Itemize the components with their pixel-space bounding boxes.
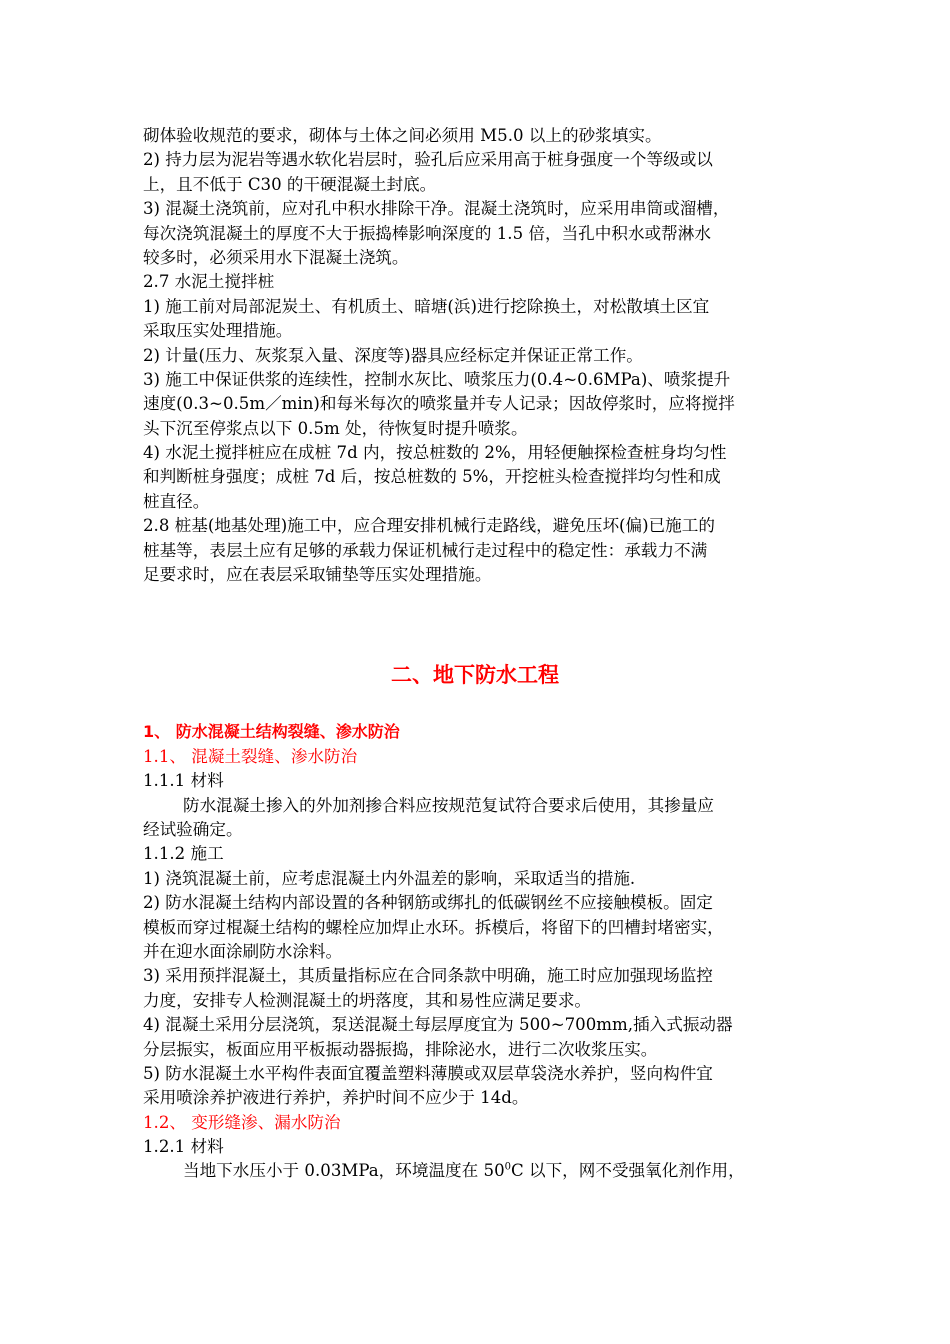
- text-line: 桩基等，表层土应有足够的承载力保证机械行走过程中的稳定性：承载力不满: [143, 540, 708, 560]
- text-line: 采用喷涂养护液进行养护，养护时间不应少于 14d。: [143, 1088, 529, 1108]
- subsection-heading: 2.7 水泥土搅拌桩: [143, 272, 275, 292]
- text-line: 采取压实处理措施。: [143, 321, 293, 341]
- text-line: 砌体验收规范的要求，砌体与土体之间必须用 M5.0 以上的砂浆填实。: [143, 126, 662, 145]
- text-line: 上，且不低于 C30 的干硬混凝土封底。: [143, 174, 437, 194]
- text-line: 1) 施工前对局部泥炭土、有机质土、暗塘(浜)进行挖除换土，对松散填土区宜: [143, 296, 710, 316]
- text-line: 并在迎水面涂刷防水涂料。: [143, 941, 343, 961]
- section-heading: 1、 防水混凝土结构裂缝、渗水防治: [143, 722, 400, 742]
- text-line: 1) 浇筑混凝土前，应考虑混凝土内外温差的影响，采取适当的措施.: [143, 868, 636, 888]
- text-line: 3) 混凝土浇筑前，应对孔中积水排除干净。混凝土浇筑时，应采用串筒或溜槽，: [143, 199, 730, 219]
- text-line: 2) 防水混凝土结构内部设置的各种钢筋或绑扎的低碳钢丝不应接触模板。固定: [143, 893, 713, 913]
- text-line: 防水混凝土掺入的外加剂掺合料应按规范复试符合要求后使用，其掺量应: [183, 795, 714, 815]
- text-line: 2) 计量(压力、灰浆泵入量、深度等)器具应经标定并保证正常工作。: [143, 345, 643, 365]
- subsubsection-heading: 1.1.2 施工: [143, 844, 224, 864]
- subsubsection-heading: 1.2.1 材料: [143, 1137, 224, 1157]
- text-line: 头下沉至停浆点以下 0.5m 处，待恢复时提升喷浆。: [143, 418, 528, 438]
- subsubsection-heading: 1.1.1 材料: [143, 771, 224, 791]
- chapter-title: 二、地下防水工程: [391, 663, 559, 688]
- spacer: [143, 587, 807, 660]
- text-line: 和判断桩身强度；成桩 7d 后，按总桩数的 5%，开挖桩头检查搅拌均匀性和成: [143, 467, 721, 487]
- text-line: 每次浇筑混凝土的厚度不大于振捣棒影响深度的 1.5 倍，当孔中积水或帮淋水: [143, 223, 711, 243]
- text-line: 较多时，必须采用水下混凝土浇筑。: [143, 247, 409, 267]
- text-line: [143, 1159, 807, 1183]
- text-line: 5) 防水混凝土水平构件表面宜覆盖塑料薄膜或双层草袋浇水养护，竖向构件宜: [143, 1063, 713, 1083]
- document-page: [143, 124, 807, 1184]
- text-line: 2) 持力层为泥岩等遇水软化岩层时，验孔后应采用高于桩身强度一个等级或以: [143, 150, 713, 170]
- text-line: 2.8 桩基(地基处理)施工中，应合理安排机械行走路线，避免压坏(偏)已施工的: [143, 516, 715, 536]
- text-line: 模板而穿过棍凝土结构的螺栓应加焊止水环。拆模后，将留下的凹槽封堵密实，: [143, 917, 724, 937]
- text-line: 速度(0.3~0.5m／min)和每米每次的喷浆量并专人记录；因故停浆时，应将搅拌: [143, 394, 735, 414]
- text-line: 力度，安排专人检测混凝土的坍落度，其和易性应满足要求。: [143, 990, 592, 1010]
- text-line: 3) 施工中保证供浆的连续性，控制水灰比、喷浆压力(0.4~0.6MPa)、喷浆提升: [143, 369, 731, 389]
- subsection-heading: 1.2、 变形缝渗、漏水防治: [143, 1112, 341, 1132]
- text-line: 3) 采用预拌混凝土，其质量指标应在合同条款中明确，施工时应加强现场监控: [143, 966, 713, 986]
- text-fragment: C 以下，网不受强氧化剂作用，: [511, 1161, 745, 1181]
- superscript: 0: [504, 1161, 512, 1173]
- text-line: 桩直径。: [143, 491, 210, 511]
- text-line: 分层振实，板面应用平板振动器振捣，排除泌水，进行二次收浆压实。: [143, 1039, 658, 1059]
- text-line: 足要求时，应在表层采取铺垫等压实处理措施。: [143, 565, 492, 585]
- text-line: 4) 水泥土搅拌桩应在成桩 7d 内，按总桩数的 2%，用轻便触探检查桩身均匀性: [143, 443, 727, 463]
- text-line: 经试验确定。: [143, 819, 243, 839]
- text-fragment: 当地下水压小于 0.03MPa，环境温度在 50: [183, 1161, 505, 1181]
- text-line: 4) 混凝土采用分层浇筑，泵送混凝土每层厚度宜为 500~700mm,插入式振动器: [143, 1015, 733, 1035]
- subsection-heading: 1.1、 混凝土裂缝、渗水防治: [143, 746, 358, 766]
